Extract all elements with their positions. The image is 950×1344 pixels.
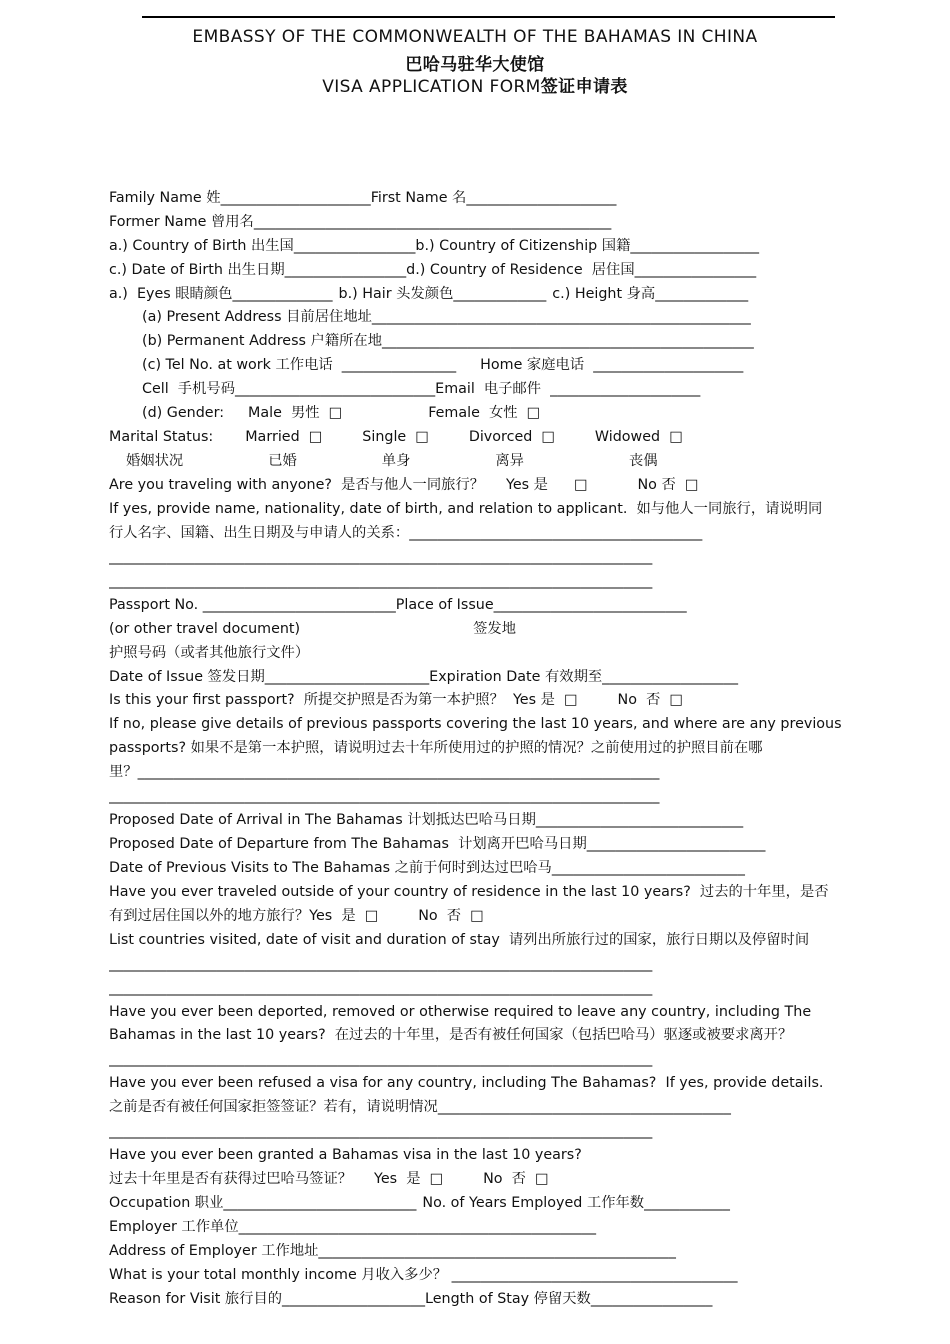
form-line: List countries visited, date of visit and duration of stay 请列出所旅行过的国家，旅行日期以及停留时间 xyxy=(109,932,810,948)
blank-line[interactable]: ____________________________________________________________________________ xyxy=(109,549,653,565)
form-line: If no, please give details of previous passports covering the last 10 years, and where are any previous xyxy=(109,716,842,732)
blank-line[interactable]: ____________________________________________________________________________ xyxy=(109,956,653,972)
blank-line[interactable]: ____________________________________________________________________________ xyxy=(109,1123,653,1139)
embassy-title-zh: 巴哈马驻华大使馆 xyxy=(405,55,545,75)
form-title: VISA APPLICATION FORM签证申请表 xyxy=(322,77,628,97)
form-line[interactable]: Former Name 曾用名__________________________________________________ xyxy=(109,214,612,230)
form-line[interactable]: Address of Employer 工作地址__________________________________________________ xyxy=(109,1243,676,1259)
form-line: Have you ever been refused a visa for any country, including The Bahamas? If yes, provide details. xyxy=(109,1075,824,1091)
form-line[interactable]: Date of Issue 签发日期_______________________Expiration Date 有效期至___________________ xyxy=(109,669,739,685)
form-line[interactable]: c.) Date of Birth 出生日期_________________d.) Country of Residence 居住国_________________ xyxy=(109,262,757,278)
blank-line[interactable]: ____________________________________________________________________________ xyxy=(109,980,653,996)
marital-status-row-zh: 婚姻状况 已婚 单身 离异 丧偶 xyxy=(126,453,658,469)
form-line[interactable]: Employer 工作单位__________________________________________________ xyxy=(109,1219,597,1235)
visa-type-row xyxy=(0,117,950,141)
traveled-outside-row[interactable]: 有到过居住国以外的地方旅行？Yes 是 □ No 否 □ xyxy=(109,908,484,924)
form-line[interactable]: a.) Country of Birth 出生国_________________b.) Country of Citizenship 国籍__________________ xyxy=(109,238,760,254)
form-line[interactable]: What is your total monthly income 月收入多少？ ________________________________________ xyxy=(109,1267,738,1283)
blank-line[interactable]: ____________________________________________________________________________ xyxy=(109,1051,653,1067)
form-line[interactable]: Reason for Visit 旅行目的____________________Length of Stay 停留天数_________________ xyxy=(109,1291,713,1307)
form-line: (or other travel document) 签发地 xyxy=(109,621,516,637)
form-line[interactable]: 里？_________________________________________________________________________ xyxy=(109,764,660,780)
bahamas-visa-granted-row[interactable]: 过去十年里是否有获得过巴哈马签证？ Yes 是 □ No 否 □ xyxy=(109,1171,549,1187)
form-line[interactable]: Passport No. ___________________________Place of Issue___________________________ xyxy=(109,597,687,613)
blank-line[interactable]: ____________________________________________________________________________ xyxy=(109,573,653,589)
form-line[interactable]: Proposed Date of Arrival in The Bahamas 计划抵达巴哈马日期_____________________________ xyxy=(109,812,744,828)
visa-type-row-zh xyxy=(0,140,950,164)
form-line[interactable]: Date of Previous Visits to The Bahamas 之前于何时到达过巴哈马___________________________ xyxy=(109,860,745,876)
form-line: Have you ever been deported, removed or otherwise required to leave any country, including The xyxy=(109,1004,812,1020)
form-line[interactable]: Cell 手机号码____________________________Email 电子邮件 _____________________ xyxy=(142,381,701,397)
form-line[interactable]: (b) Permanent Address 户籍所在地____________________________________________________ xyxy=(142,333,754,349)
form-line[interactable]: (a) Present Address 目前居住地址_____________________________________________________ xyxy=(142,309,751,325)
traveling-with-anyone-row[interactable]: Are you traveling with anyone? 是否与他人一同旅行？ Yes 是 □ No 否 □ xyxy=(109,477,699,493)
form-line[interactable]: (c) Tel No. at work 工作电话 ________________ Home 家庭电话 _____________________ xyxy=(142,357,744,373)
form-line[interactable]: 之前是否有被任何国家拒签签证？若有，请说明情况_________________________________________ xyxy=(109,1099,731,1115)
form-line[interactable]: a.) Eyes 眼睛颜色______________ b.) Hair 头发颜色_____________ c.) Height 身高_____________ xyxy=(109,286,749,302)
form-line: passports? 如果不是第一本护照，请说明过去十年所使用过的护照的情况？之前使用过的护照目前在哪 xyxy=(109,740,763,756)
marital-status-row[interactable]: Marital Status: Married □ Single □ Divorced □ Widowed □ xyxy=(109,429,683,445)
form-line[interactable]: Proposed Date of Departure from The Bahamas 计划离开巴哈马日期_________________________ xyxy=(109,836,766,852)
form-line: 护照号码（或者其他旅行文件） xyxy=(109,645,310,661)
form-line[interactable]: Family Name 姓_____________________First Name 名_____________________ xyxy=(109,190,617,206)
form-line[interactable]: Occupation 职业___________________________ No. of Years Employed 工作年数____________ xyxy=(109,1195,730,1211)
form-line: Have you ever been granted a Bahamas visa in the last 10 years? xyxy=(109,1147,582,1163)
form-line[interactable]: 行人名字、国籍、出生日期及与申请人的关系：_________________________________________ xyxy=(109,525,703,541)
top-rule xyxy=(142,16,835,18)
embassy-title: EMBASSY OF THE COMMONWEALTH OF THE BAHAMAS IN CHINA xyxy=(192,27,758,47)
blank-line[interactable]: _____________________________________________________________________________ xyxy=(109,788,660,804)
gender-row[interactable]: (d) Gender: Male 男性 □ Female 女性 □ xyxy=(142,405,541,421)
form-line: Have you ever traveled outside of your country of residence in the last 10 years? 过去的十年里，是否 xyxy=(109,884,829,900)
first-passport-row[interactable]: Is this your first passport? 所提交护照是否为第一本护照？ Yes 是 □ No 否 □ xyxy=(109,692,683,708)
form-line: Bahamas in the last 10 years? 在过去的十年里，是否有被任何国家（包括巴哈马）驱逐或被要求离开？ xyxy=(109,1027,793,1043)
form-line: If yes, provide name, nationality, date of birth, and relation to applicant. 如与他人一同旅行，请说明同 xyxy=(109,501,823,517)
